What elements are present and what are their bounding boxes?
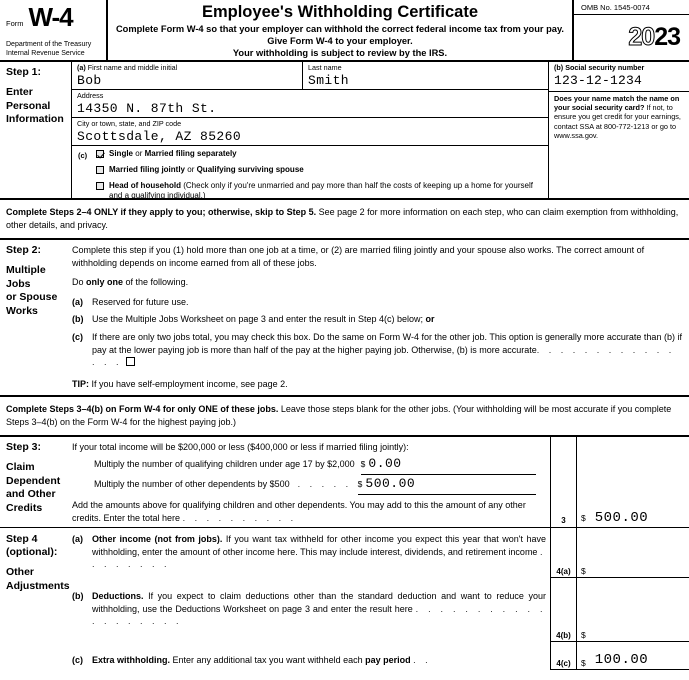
step-3-body	[72, 437, 550, 527]
ssn-note-rest: If not, to ensure you get credit for your earnings, contact SSA at 800-772-1213 or go to www.ssa.gov.	[554, 103, 681, 140]
item-b-bold-label: Deductions.	[92, 591, 144, 602]
step-2-sub-line-3: Works	[6, 304, 38, 317]
item-c-bold-label: Extra withholding.	[92, 655, 170, 666]
step-2-item-a	[72, 296, 683, 309]
step-4-value-a[interactable]	[576, 528, 689, 577]
step-4-row-c	[550, 642, 689, 670]
filing-status-block	[72, 146, 548, 207]
item-b-main: Use the Multiple Jobs Worksheet on page 3 and enter the result in Step 4(c) below;	[92, 314, 426, 325]
step-3-line-number-cell	[550, 437, 576, 527]
step-2-item-a-text: Reserved for future use.	[92, 296, 189, 307]
step-4-item-a	[72, 533, 550, 583]
address-field[interactable]	[72, 90, 548, 118]
form-word-label: Form	[6, 19, 24, 28]
step-3-sub-line-3: and Other	[6, 488, 56, 501]
step-1-sub-line-1: Enter	[6, 86, 33, 98]
step-2-item-c-key: (c)	[72, 331, 83, 342]
step-2-subheading	[6, 264, 68, 318]
city-state-zip-field[interactable]	[72, 118, 548, 146]
item-a-rest: If you want tax withheld for other income you expect this year that won't have withholding, enter the amount of other income here. This may include interest, dividends, and retirement income	[92, 534, 546, 557]
step-4-value-column	[550, 528, 689, 672]
children-amount-value: 0.00	[368, 455, 402, 471]
joint-bold-2: Qualifying surviving spouse	[196, 165, 304, 174]
city-state-zip-label: City or town, state, and ZIP code	[77, 119, 182, 128]
header-left-block	[0, 0, 108, 60]
item-c-main: If there are only two jobs total, you may check this box. Do the same on Form W-4 for the other job. This option is generally more accurate than (b) if pay at the lower paying job is more than half of the pay at the higher paying job. Otherwise, (b) is more accurate	[92, 331, 682, 355]
first-name-label-text: First name and middle initial	[87, 63, 178, 72]
joint-bold-1: Married filing jointly	[109, 165, 186, 174]
steps-3-4b-notice	[0, 397, 689, 437]
item-b-or: or	[425, 314, 435, 325]
step-2-intro: Complete this step if you (1) hold more than one job at a time, or (2) are married filing jointly and your spouse also works. The correct amount of withholding depends on income earned from all of these jobs.	[72, 245, 645, 268]
single-bold-1: Single	[109, 149, 134, 158]
do-only-bold: only one	[86, 277, 124, 288]
address-value: 14350 N. 87th St.	[77, 101, 217, 116]
checkbox-two-jobs-icon[interactable]	[126, 357, 135, 366]
step-3-children-text: Multiply the number of qualifying children under age 17 by $2,000	[94, 458, 355, 469]
first-name-label	[77, 63, 302, 72]
item-c-pay-period: pay period	[365, 655, 411, 666]
step-2-tip	[72, 378, 683, 391]
item-b-rest: If you expect to claim deductions other than the standard deduction and want to reduce your withholding, use the Deductions Worksheet on page 3 and enter the result here	[92, 591, 546, 614]
dependents-leader-dots: . . . . .	[297, 478, 352, 489]
step-4-subheading	[6, 566, 68, 593]
last-name-value: Smith	[308, 73, 350, 88]
step-4-label-column	[0, 528, 72, 672]
step-1-right-fields	[549, 62, 689, 198]
item-c-rest: Enter any additional tax you want withheld each	[170, 655, 366, 666]
step-2-item-c	[72, 331, 683, 369]
step-4-item-c-text	[92, 654, 550, 672]
hoh-rest: (Check only if you're unmarried and pay more than half the costs of keeping up a home for yourself and a qualifying individual.)	[109, 181, 533, 200]
step-4-section	[0, 528, 689, 672]
filing-status-option-hoh[interactable]	[96, 181, 548, 201]
children-dollar-sign: $	[360, 458, 366, 469]
step-3-children-row	[72, 455, 550, 475]
form-header	[0, 0, 689, 62]
header-instruction-3: Your withholding is subject to review by the IRS.	[232, 48, 448, 58]
tax-year-suffix: 23	[654, 23, 680, 51]
item-b-leader-dots: . . . . . . . . . . . . . . . . . . .	[92, 603, 546, 627]
dependents-dollar-sign: $	[357, 478, 363, 489]
notice-bold: Complete Steps 2–4 ONLY if they apply to you; otherwise, skip to Step 5.	[6, 207, 317, 217]
tax-year-prefix: 20	[628, 23, 655, 51]
tip-bold: TIP:	[72, 378, 89, 389]
step-2-item-b-key: (b)	[72, 314, 84, 325]
step-3-sub-line-2: Dependent	[6, 474, 61, 487]
step-1-sub-line-3: Information	[6, 113, 64, 125]
omb-number: OMB No. 1545-0074	[574, 0, 689, 15]
first-name-value: Bob	[77, 73, 102, 88]
item-a-bold: Other income (not from jobs).	[92, 534, 223, 545]
step-4-item-a-text	[92, 533, 550, 583]
form-number: W-4	[28, 2, 73, 32]
step-2-sub-line-2: or Spouse	[6, 291, 58, 303]
hoh-bold-1: Head of household	[109, 181, 181, 190]
step-4-value-b[interactable]	[576, 578, 689, 641]
filing-status-hoh-label	[109, 181, 548, 201]
page-title: Employee's Withholding Certificate	[201, 3, 479, 21]
last-name-field[interactable]	[303, 62, 548, 89]
step-2-item-c-text	[92, 331, 683, 369]
step-2-heading: Step 2:	[6, 244, 42, 256]
ssn-letter: (b)	[554, 63, 564, 72]
filing-status-joint-label	[109, 165, 304, 175]
name-row	[72, 62, 548, 90]
step-3-total-text-block	[72, 499, 550, 524]
ssn-note	[549, 92, 689, 198]
step-1-sub-line-2: Personal	[6, 99, 51, 112]
step-1-fields	[72, 62, 689, 198]
step-2-body	[72, 240, 689, 395]
step-2-item-a-key: (a)	[72, 296, 83, 307]
joint-mid: or	[185, 165, 197, 174]
filing-status-options	[96, 149, 548, 207]
first-name-letter: (a)	[77, 63, 86, 72]
step-3-total-text: Add the amounts above for qualifying children and other dependents. You may add to this the amount of any other credits. Enter the total here	[72, 499, 526, 523]
step-4c-dollar-sign: $	[581, 658, 586, 669]
last-name-label: Last name	[308, 63, 342, 72]
step-1-heading: Step 1:	[6, 66, 42, 78]
dependents-amount-value: 500.00	[365, 475, 416, 491]
ssn-note-bold: Does your name match the name on your social security card?	[554, 94, 680, 113]
step-3-line-number: 3	[561, 516, 566, 526]
step-4-line-number-a: 4(a)	[550, 528, 576, 577]
step-4-item-b-key: (b)	[72, 591, 84, 602]
single-bold-2: Married filing separately	[144, 149, 237, 158]
step-3-sub-line-4: Credits	[6, 501, 43, 514]
step-3-dependents-row	[72, 475, 550, 495]
step-4-sub-line-1: Other	[6, 566, 35, 579]
step-4-item-b-text	[92, 590, 550, 640]
first-name-field[interactable]	[72, 62, 303, 89]
step-1-subheading	[6, 86, 67, 127]
step-1-label-column	[0, 62, 72, 198]
step-4-heading: Step 4	[6, 533, 38, 546]
item-c-leader-dots: . .	[413, 655, 432, 666]
step-4-row-b	[550, 578, 689, 642]
agency-line-2: Internal Revenue Service	[6, 49, 85, 57]
step-3-intro: If your total income will be $200,000 or less ($400,000 or less if married filing jointly):	[72, 442, 409, 453]
header-instruction-2: Give Form W-4 to your employer.	[267, 36, 413, 46]
step-3-label-column	[0, 437, 72, 527]
do-only-pre: Do	[72, 277, 87, 288]
filing-status-single-label	[109, 149, 237, 159]
step-4-item-c	[72, 640, 550, 672]
notice2-rest: Leave those steps blank for the other jobs. (Your withholding will be most accurate if you complete Steps 3–4(b) on the Form W-4 for the highest paying job.)	[6, 404, 672, 428]
total-leader-dots: . . . . . . . . . .	[182, 512, 297, 523]
do-only-post: of the following.	[123, 277, 189, 288]
single-mid: or	[133, 149, 145, 158]
step-3-children-input[interactable]	[360, 455, 536, 475]
step-4-item-c-key: (c)	[72, 655, 83, 666]
form-identifier	[6, 4, 102, 30]
step-4-item-a-key: (a)	[72, 534, 83, 545]
step-1-section	[0, 62, 689, 200]
step-2-section	[0, 240, 689, 397]
step-2-item-b-text	[92, 313, 683, 326]
filing-status-option-single[interactable]	[96, 149, 548, 159]
step-4c-value: 100.00	[594, 652, 649, 669]
item-a-leader-dots: . . . . . . . .	[92, 546, 546, 570]
step-4-sub-line-2: Adjustments	[6, 579, 70, 592]
filing-status-option-joint[interactable]	[96, 165, 548, 175]
step-3-dependents-text: Multiply the number of other dependents by $500	[94, 478, 290, 489]
step-4-line-number-b: 4(b)	[550, 578, 576, 641]
step-4-line-number-c: 4(c)	[550, 642, 576, 669]
address-label: Address	[77, 91, 104, 100]
step-3-dependents-input[interactable]	[357, 475, 536, 495]
tip-text: If you have self-employment income, see page 2.	[89, 378, 288, 389]
notice2-bold: Complete Steps 3–4(b) on Form W-4 for only ONE of these jobs.	[6, 404, 279, 415]
tax-year	[574, 15, 689, 60]
step-3-total-value: 500.00	[594, 510, 649, 527]
step-3-sub-line-1: Claim	[6, 461, 35, 474]
step-4-row-a	[550, 528, 689, 578]
checkbox-single-icon[interactable]	[96, 150, 104, 158]
header-right-block	[574, 0, 689, 60]
step-1-left-fields	[72, 62, 549, 198]
steps-2-4-notice	[0, 200, 689, 240]
step-3-total-dollar-sign: $	[581, 513, 586, 524]
step-2-sub-line-1: Multiple Jobs	[6, 264, 46, 290]
step-4a-dollar-sign: $	[581, 566, 586, 577]
step-2-label-column	[0, 240, 72, 395]
step-4-value-c[interactable]	[576, 642, 689, 669]
header-instruction-1: Complete Form W-4 so that your employer can withhold the correct federal income tax from your pay.	[115, 24, 565, 34]
ssn-field[interactable]	[549, 62, 689, 92]
step-4-heading-optional: (optional):	[6, 546, 58, 559]
step-3-subheading	[6, 461, 68, 515]
header-title-block	[108, 0, 574, 60]
step-3-total-amount	[581, 510, 685, 526]
step-3-total-value-cell[interactable]	[576, 437, 689, 527]
step-2-item-b	[72, 313, 683, 326]
checkbox-head-of-household-icon[interactable]	[96, 182, 104, 190]
agency-line-1: Department of the Treasury	[6, 41, 92, 48]
ssn-value: 123-12-1234	[554, 73, 643, 88]
step-3-heading: Step 3:	[6, 441, 42, 454]
step-4b-dollar-sign: $	[581, 630, 586, 641]
ssn-label	[554, 63, 689, 72]
step-2-do-only-one	[72, 276, 683, 289]
step-4-body	[72, 528, 550, 672]
step-3-section	[0, 437, 689, 528]
item-c-leader-dots: . . . . . . . . . . . . . . .	[92, 344, 675, 368]
checkbox-joint-icon[interactable]	[96, 166, 104, 174]
filing-status-letter: (c)	[78, 151, 88, 160]
notice-rest: See page 2 for more information on each step, who can claim exemption from withholding, other details, and privacy.	[6, 207, 679, 230]
step-4-item-b	[72, 583, 550, 640]
issuing-agency	[6, 41, 102, 58]
city-state-zip-value: Scottsdale, AZ 85260	[77, 129, 242, 144]
ssn-label-text: Social security number	[565, 63, 645, 72]
